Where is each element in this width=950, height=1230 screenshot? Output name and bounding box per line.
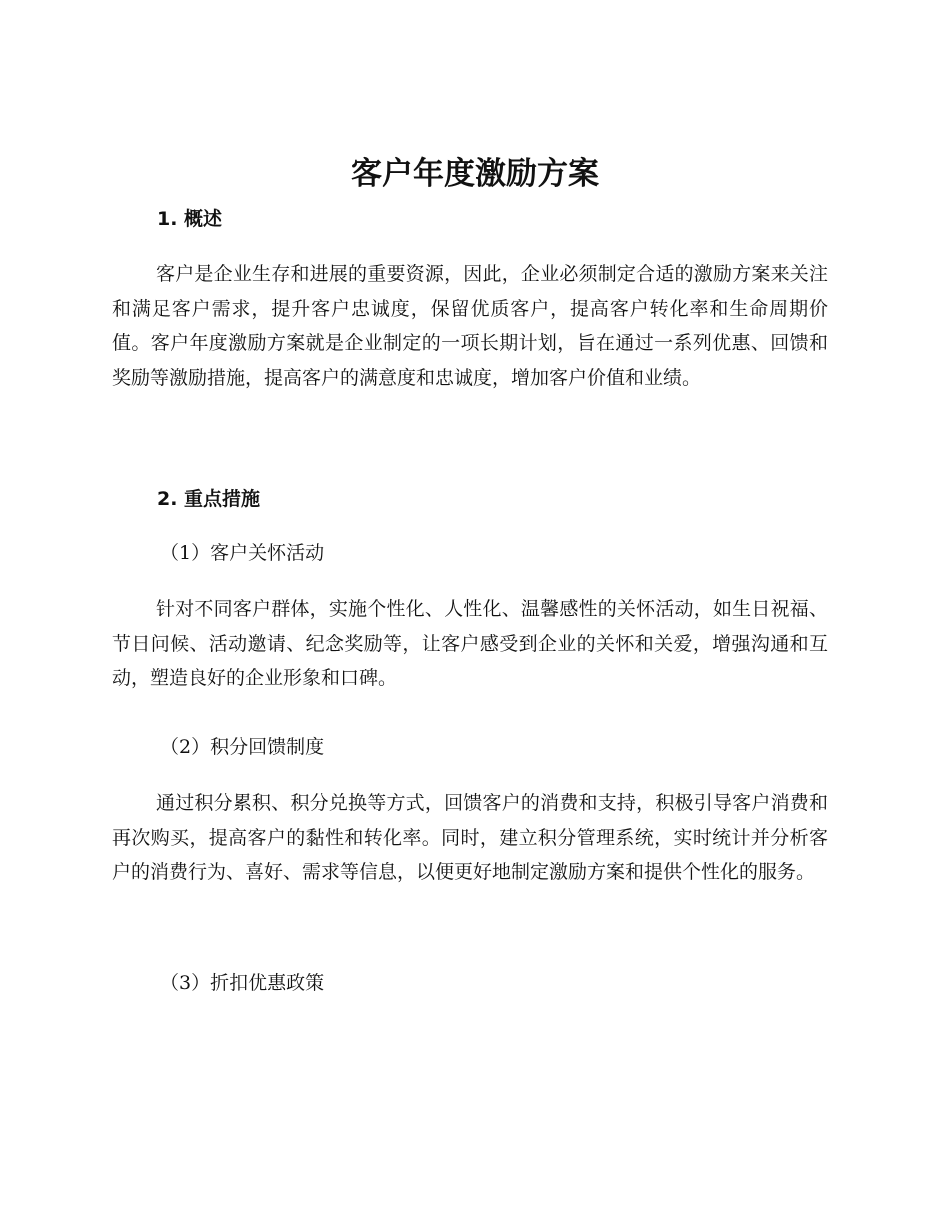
- section-heading-key-measures: 2. 重点措施: [157, 488, 261, 510]
- customer-care-paragraph: 针对不同客户群体，实施个性化、人性化、温馨感性的关怀活动，如生日祝福、节日问候、活动邀请、纪念奖励等，让客户感受到企业的关怀和关爱，增强沟通和互动，塑造良好的企业形象和口碑。: [112, 598, 828, 689]
- overview-paragraph: 客户是企业生存和进展的重要资源，因此，企业必须制定合适的激励方案来关注和满足客户需求，提升客户忠诚度，保留优质客户，提高客户转化率和生命周期价值。客户年度激励方案就是企业制定的一项长期计划，旨在通过一系列优惠、回馈和奖励等激励措施，提高客户的满意度和忠诚度，增加客户价值和业绩。: [112, 263, 828, 389]
- document-title: 客户年度激励方案: [351, 156, 599, 192]
- item-label-points-reward: （2）积分回馈制度: [160, 736, 325, 758]
- points-reward-paragraph: 通过积分累积、积分兑换等方式，回馈客户的消费和支持，积极引导客户消费和再次购买，提高客户的黏性和转化率。同时，建立积分管理系统，实时统计并分析客户的消费行为、喜好、需求等信息，以便更好地制定激励方案和提供个性化的服务。: [112, 792, 828, 883]
- item-label-discount-policy: （3）折扣优惠政策: [160, 972, 325, 994]
- item-label-customer-care: （1）客户关怀活动: [160, 542, 325, 564]
- section-heading-overview: 1. 概述: [157, 208, 223, 230]
